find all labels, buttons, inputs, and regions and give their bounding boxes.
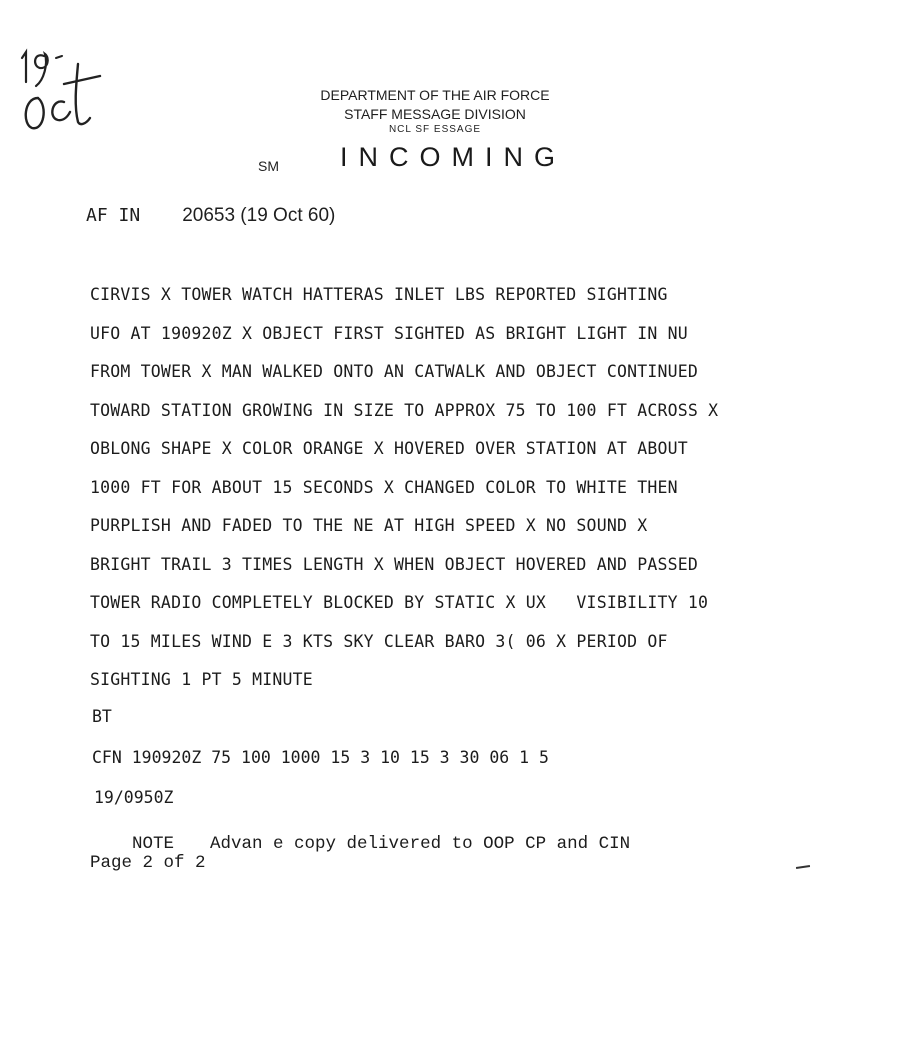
department-name: DEPARTMENT OF THE AIR FORCE [320,87,550,103]
handwritten-date-annotation [12,36,112,136]
message-line: CIRVIS X TOWER WATCH HATTERAS INLET LBS REPORTED SIGHTING [90,285,668,304]
message-line: BRIGHT TRAIL 3 TIMES LENGTH X WHEN OBJECT HOVERED AND PASSED [90,554,699,574]
note-label: NOTE [132,834,175,854]
break-marker: BT [92,707,112,726]
letterhead [300,86,570,136]
af-in-label: AF IN [86,205,141,226]
corrections-line: CFN 190920Z 75 100 1000 15 3 10 15 3 30 06 1 5 [92,748,549,767]
message-line: UFO AT 190920Z X OBJECT FIRST SIGHTED AS BRIGHT LIGHT IN NU [90,323,688,343]
sm-stamp: SM [258,158,279,174]
message-body [90,282,850,706]
division-name: STAFF MESSAGE DIVISION [344,106,526,122]
date-time-group: 19/0950Z [94,788,174,807]
message-line: OBLONG SHAPE X COLOR ORANGE X HOVERED OVER STATION AT ABOUT [90,439,688,458]
message-line: PURPLISH AND FADED TO THE NE AT HIGH SPEED X NO SOUND X [90,516,648,535]
af-in-reference [86,205,335,227]
note-text: Advan e copy delivered to OOP CP and CIN [210,834,631,854]
stray-mark [796,865,810,869]
page-number: Page 2 of 2 [90,853,206,873]
message-line: SIGHTING 1 PT 5 MINUTE [90,670,313,689]
message-line: TO 15 MILES WIND E 3 KTS SKY CLEAR BARO 3( 06 X PERIOD OF [90,631,668,651]
message-line: TOWER RADIO COMPLETELY BLOCKED BY STATIC X UX VISIBILITY 10 [90,593,709,612]
message-line: TOWARD STATION GROWING IN SIZE TO APPROX 75 TO 100 FT ACROSS X [90,400,719,420]
message-subheading: NCL SF ESSAGE [388,124,482,135]
message-line: FROM TOWER X MAN WALKED ONTO AN CATWALK AND OBJECT CONTINUED [90,362,699,381]
message-line: 1000 FT FOR ABOUT 15 SECONDS X CHANGED COLOR TO WHITE THEN [90,477,678,497]
incoming-title: INCOMING [340,142,566,172]
af-in-number: 20653 (19 Oct 60) [182,205,336,226]
